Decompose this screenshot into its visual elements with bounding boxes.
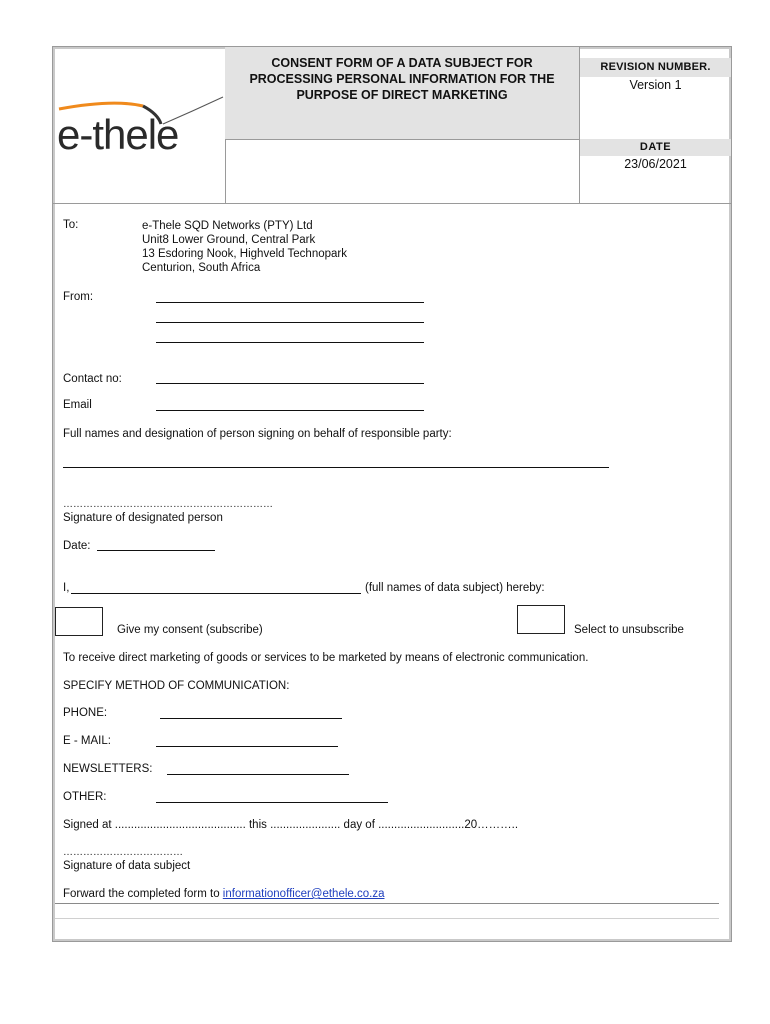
- signed-at-line[interactable]: Signed at ......................................... this ...................... day of ...........................20………..: [63, 819, 519, 831]
- full-names-line[interactable]: [63, 467, 609, 468]
- addressee-block: [142, 219, 347, 275]
- from-line-3[interactable]: [156, 342, 424, 343]
- unsubscribe-label: Select to unsubscribe: [574, 624, 684, 636]
- contact-line[interactable]: [156, 383, 424, 384]
- phone-line[interactable]: [160, 718, 342, 719]
- signature-dots-2[interactable]: ………………………………: [63, 847, 183, 858]
- newsletters-label: NEWSLETTERS:: [63, 763, 153, 775]
- revision-value: Version 1: [629, 78, 682, 92]
- other-label: OTHER:: [63, 791, 107, 803]
- email-label: Email: [63, 399, 92, 411]
- forward-line: [63, 888, 384, 900]
- direct-marketing-text: To receive direct marketing of goods or services to be marketed by means of electronic communication.: [63, 652, 589, 664]
- phone-label: PHONE:: [63, 707, 108, 719]
- from-line-1[interactable]: [156, 302, 424, 303]
- data-subject-name-line[interactable]: [71, 593, 361, 594]
- form-header: [53, 47, 731, 204]
- unsubscribe-checkbox[interactable]: [517, 605, 565, 634]
- from-line-2[interactable]: [156, 322, 424, 323]
- logo-cell: [53, 47, 226, 203]
- full-names-label: Full names and designation of person signing on behalf of responsible party:: [63, 428, 452, 440]
- signature-designated-label: Signature of designated person: [63, 512, 223, 524]
- revision-label: REVISION NUMBER.: [580, 58, 731, 77]
- date-field-label: Date:: [63, 540, 91, 552]
- consent-form-page: [52, 46, 732, 942]
- email-line[interactable]: [156, 410, 424, 411]
- newsletters-line[interactable]: [167, 774, 349, 775]
- subscribe-checkbox[interactable]: [55, 607, 103, 636]
- i-suffix: (full names of data subject) hereby:: [365, 582, 545, 594]
- date-line[interactable]: [97, 550, 215, 551]
- footer-rule-2: [55, 918, 719, 919]
- other-line[interactable]: [156, 802, 388, 803]
- form-title: CONSENT FORM OF A DATA SUBJECT FOR PROCESSING PERSONAL INFORMATION FOR THE PURPOSE OF DIRECT MARKETING: [249, 56, 555, 102]
- title-cell: [225, 47, 580, 140]
- footer-rule-1: [55, 903, 719, 904]
- signature-dots[interactable]: ………………………………………………………: [63, 499, 273, 510]
- signature-subject-label: Signature of data subject: [63, 860, 191, 872]
- header-blank-cell: [225, 140, 580, 203]
- addressee-line: Centurion, South Africa: [142, 262, 261, 274]
- specify-method-heading: SPECIFY METHOD OF COMMUNICATION:: [63, 680, 290, 692]
- email-method-line[interactable]: [156, 746, 338, 747]
- date-value: 23/06/2021: [624, 157, 687, 171]
- contact-label: Contact no:: [63, 373, 122, 385]
- addressee-line: 13 Esdoring Nook, Highveld Technopark: [142, 248, 347, 260]
- e-thele-logo: [53, 69, 225, 169]
- logo-wordmark: e-thele: [57, 111, 179, 158]
- addressee-line: e-Thele SQD Networks (PTY) Ltd: [142, 220, 313, 232]
- email-method-label: E - MAIL:: [63, 735, 111, 747]
- consent-label: Give my consent (subscribe): [117, 624, 263, 636]
- date-label: DATE: [580, 139, 731, 156]
- forward-text: Forward the completed form to: [63, 888, 220, 900]
- to-label: To:: [63, 219, 79, 231]
- forward-email-link[interactable]: informationofficer@ethele.co.za: [222, 888, 385, 900]
- i-prefix: I,: [63, 582, 70, 594]
- addressee-line: Unit8 Lower Ground, Central Park: [142, 234, 316, 246]
- from-label: From:: [63, 291, 94, 303]
